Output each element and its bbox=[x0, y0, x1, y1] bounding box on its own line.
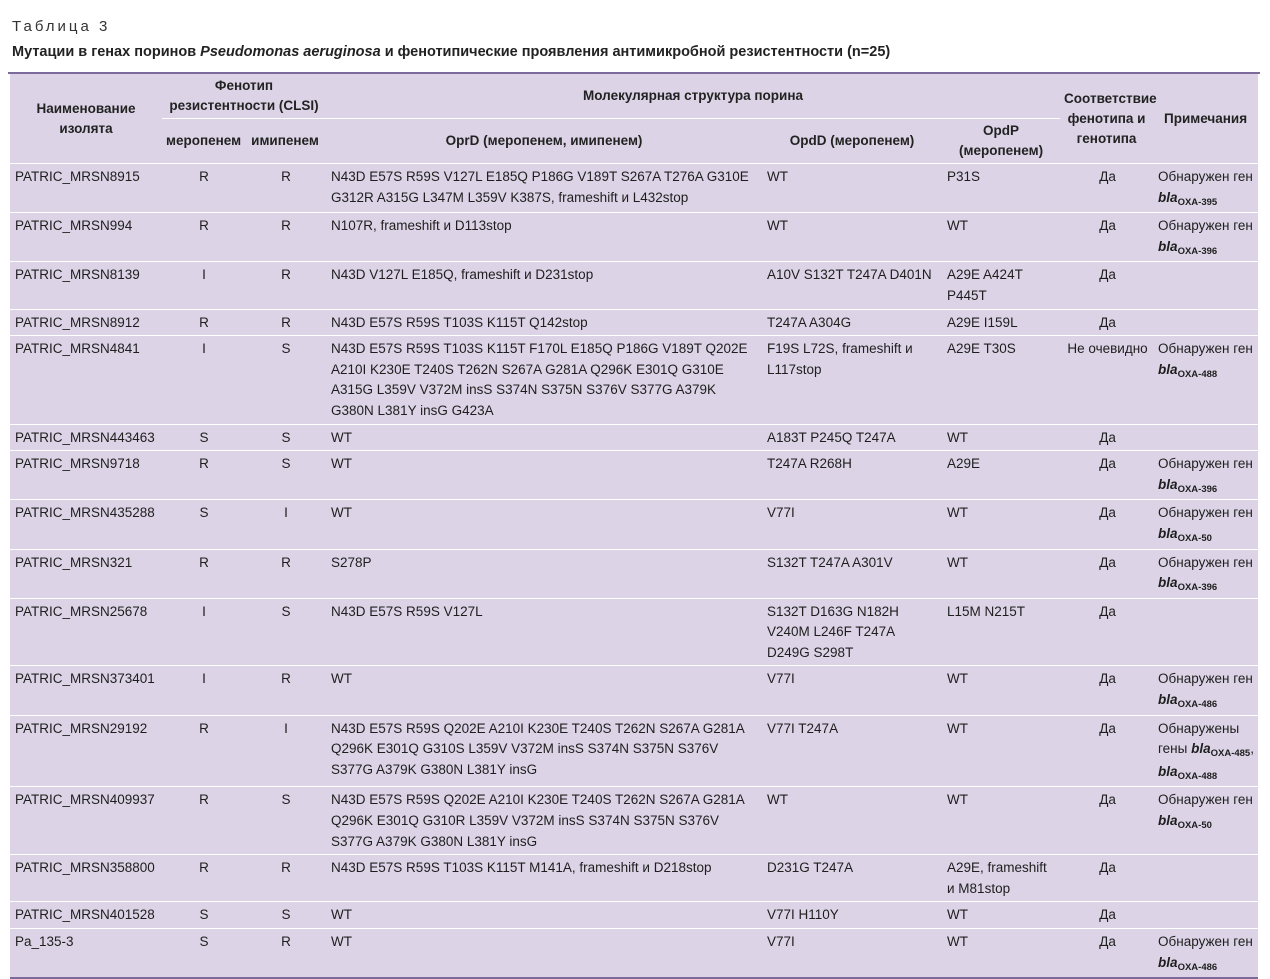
cell-notes bbox=[1153, 336, 1258, 424]
cell-isolate: PATRIC_MRSN373401 bbox=[10, 666, 162, 715]
cell-opdd: S132T D163G N182H V240M L246F T247A D249G S298T bbox=[762, 598, 942, 666]
cell-meropenem: I bbox=[162, 598, 244, 666]
table-row bbox=[10, 598, 1258, 666]
gene-variant: OXA-50 bbox=[1177, 532, 1212, 544]
table-row bbox=[10, 336, 1258, 424]
table-row bbox=[10, 787, 1258, 855]
cell-opdd: V77I H110Y bbox=[762, 902, 942, 929]
cell-oprd: S278P bbox=[326, 549, 762, 598]
cell-correspondence: Да bbox=[1060, 549, 1153, 598]
cell-correspondence: Да bbox=[1060, 855, 1153, 902]
cell-oprd: N43D E57S R59S T103S K115T F170L E185Q P186G V189T Q202E A210I K230E T240S T262N S267A G281A Q296K E301Q G310E A315G L359V V372M insS S374N S375N S376V S377G A379K G380N L381Y insG G423A bbox=[326, 336, 762, 424]
cell-opdp: WT bbox=[942, 549, 1060, 598]
gene-variant: OXA-396 bbox=[1177, 245, 1218, 257]
cell-isolate: PATRIC_MRSN321 bbox=[10, 549, 162, 598]
gene-variant: OXA-488 bbox=[1177, 770, 1218, 782]
gene-variant: OXA-50 bbox=[1177, 820, 1212, 832]
gene-name: bla bbox=[1158, 189, 1178, 205]
cell-opdd: A10V S132T T247A D401N bbox=[762, 262, 942, 309]
cell-opdd: D231G T247A bbox=[762, 855, 942, 902]
cell-opdp: WT bbox=[942, 902, 1060, 929]
cell-opdp: P31S bbox=[942, 164, 1060, 213]
cell-correspondence: Да bbox=[1060, 500, 1153, 549]
table-row bbox=[10, 500, 1258, 549]
cell-opdp: WT bbox=[942, 666, 1060, 715]
cell-notes bbox=[1153, 929, 1258, 979]
cell-imipenem: R bbox=[244, 164, 326, 213]
cell-imipenem: R bbox=[244, 666, 326, 715]
cell-correspondence: Да bbox=[1060, 451, 1153, 500]
cell-meropenem: I bbox=[162, 336, 244, 424]
cell-notes bbox=[1153, 164, 1258, 213]
cell-isolate: PATRIC_MRSN29192 bbox=[10, 715, 162, 787]
cell-opdd: V77I bbox=[762, 500, 942, 549]
cell-notes bbox=[1153, 598, 1258, 666]
cell-opdd: F19S L72S, frameshift и L117stop bbox=[762, 336, 942, 424]
cell-isolate: PATRIC_MRSN401528 bbox=[10, 902, 162, 929]
cell-notes bbox=[1153, 309, 1258, 336]
table-row bbox=[10, 262, 1258, 309]
header-oprd: OprD (меропенем, имипенем) bbox=[326, 119, 762, 164]
cell-opdd: WT bbox=[762, 213, 942, 262]
cell-imipenem: S bbox=[244, 451, 326, 500]
table-title bbox=[12, 44, 890, 60]
cell-opdp: WT bbox=[942, 213, 1060, 262]
note-text: Обнаружен ген bbox=[1158, 169, 1253, 184]
gene-variant: OXA-488 bbox=[1177, 368, 1218, 380]
cell-oprd: WT bbox=[326, 929, 762, 979]
cell-correspondence: Не очевидно bbox=[1060, 336, 1153, 424]
cell-isolate: PATRIC_MRSN358800 bbox=[10, 855, 162, 902]
table-row bbox=[10, 451, 1258, 500]
cell-oprd: N43D E57S R59S T103S K115T Q142stop bbox=[326, 309, 762, 336]
header-correspondence: Соответствие фенотипа и генотипа bbox=[1064, 90, 1157, 146]
cell-opdd: T247A R268H bbox=[762, 451, 942, 500]
cell-meropenem: I bbox=[162, 666, 244, 715]
cell-isolate: PATRIC_MRSN443463 bbox=[10, 424, 162, 451]
cell-correspondence: Да bbox=[1060, 424, 1153, 451]
gene-variant: OXA-485 bbox=[1210, 748, 1251, 760]
cell-opdp: A29E bbox=[942, 451, 1060, 500]
cell-oprd: N43D E57S R59S Q202E A210I K230E T240S T262N S267A G281A Q296K E301Q G310R L359V V372M insS S374N S375N S376V S377G A379K G380N L381Y insG bbox=[326, 787, 762, 855]
cell-oprd: WT bbox=[326, 666, 762, 715]
cell-correspondence: Да bbox=[1060, 309, 1153, 336]
cell-isolate: PATRIC_MRSN435288 bbox=[10, 500, 162, 549]
cell-imipenem: S bbox=[244, 424, 326, 451]
cell-oprd: WT bbox=[326, 902, 762, 929]
gene-name: bla bbox=[1158, 954, 1178, 970]
cell-imipenem: R bbox=[244, 309, 326, 336]
cell-notes bbox=[1153, 666, 1258, 715]
gene-variant: OXA-395 bbox=[1177, 196, 1218, 208]
cell-opdd: V77I bbox=[762, 929, 942, 979]
cell-notes bbox=[1153, 424, 1258, 451]
porin-mutations-table bbox=[10, 74, 1258, 979]
cell-opdd: T247A A304G bbox=[762, 309, 942, 336]
cell-meropenem: R bbox=[162, 787, 244, 855]
cell-notes bbox=[1153, 213, 1258, 262]
header-phenotype: Фенотип резистентности (CLSI) bbox=[169, 78, 319, 113]
cell-correspondence: Да bbox=[1060, 213, 1153, 262]
header-opdd: OpdD (меропенем) bbox=[762, 119, 942, 164]
cell-meropenem: R bbox=[162, 451, 244, 500]
gene-variant: OXA-396 bbox=[1177, 582, 1218, 594]
cell-meropenem: R bbox=[162, 213, 244, 262]
title-species: Pseudomonas aeruginosa bbox=[200, 44, 381, 60]
cell-opdp: WT bbox=[942, 787, 1060, 855]
cell-opdd: V77I T247A bbox=[762, 715, 942, 787]
note-text: Обнаружен ген bbox=[1158, 554, 1253, 570]
cell-correspondence: Да bbox=[1060, 666, 1153, 715]
cell-correspondence: Да bbox=[1060, 598, 1153, 666]
cell-isolate: PATRIC_MRSN9718 bbox=[10, 451, 162, 500]
cell-notes bbox=[1153, 549, 1258, 598]
note-text: Обнаружен ген bbox=[1158, 505, 1253, 521]
note-text: Обнаружен ген bbox=[1158, 341, 1253, 357]
cell-oprd: N43D E57S R59S V127L bbox=[326, 598, 762, 666]
cell-imipenem: S bbox=[244, 902, 326, 929]
gene-name: bla bbox=[1158, 813, 1178, 829]
header-structure: Молекулярная структура порина bbox=[583, 88, 804, 103]
table-row bbox=[10, 549, 1258, 598]
cell-imipenem: S bbox=[244, 336, 326, 424]
cell-opdp: L15M N215T bbox=[942, 598, 1060, 666]
cell-oprd: N43D E57S R59S T103S K115T M141A, frameshift и D218stop bbox=[326, 855, 762, 902]
header-imipenem: имипенем bbox=[244, 119, 326, 164]
table-row bbox=[10, 715, 1258, 787]
cell-opdp: A29E, frameshift и M81stop bbox=[942, 855, 1060, 902]
header-opdp: OpdP (меропенем) bbox=[942, 119, 1060, 164]
note-text: Обнаружен ген bbox=[1158, 671, 1253, 687]
table-row bbox=[10, 929, 1258, 979]
cell-imipenem: R bbox=[244, 213, 326, 262]
cell-correspondence: Да bbox=[1060, 262, 1153, 309]
cell-meropenem: R bbox=[162, 715, 244, 787]
cell-oprd: WT bbox=[326, 424, 762, 451]
cell-opdd: A183T P245Q T247A bbox=[762, 424, 942, 451]
cell-oprd: N43D E57S R59S V127L E185Q P186G V189T S267A T276A G310E G312R A315G L347M L359V K387S, frameshift и L432stop bbox=[326, 164, 762, 213]
cell-correspondence: Да bbox=[1060, 929, 1153, 979]
gene-name: bla bbox=[1158, 238, 1178, 254]
cell-isolate: PATRIC_MRSN8139 bbox=[10, 262, 162, 309]
cell-meropenem: S bbox=[162, 424, 244, 451]
cell-imipenem: S bbox=[244, 598, 326, 666]
cell-opdd: S132T T247A A301V bbox=[762, 549, 942, 598]
cell-notes: Обнаружены гены bla$_{OXA-485}$, bla$_{OXA-488}$ bbox=[1153, 715, 1258, 787]
cell-correspondence: Да bbox=[1060, 902, 1153, 929]
note-text: Обнаружен ген bbox=[1158, 218, 1253, 234]
cell-imipenem: I bbox=[244, 500, 326, 549]
cell-opdd: WT bbox=[762, 164, 942, 213]
cell-isolate: PATRIC_MRSN8912 bbox=[10, 309, 162, 336]
cell-notes bbox=[1153, 500, 1258, 549]
table-row bbox=[10, 309, 1258, 336]
cell-opdp: A29E T30S bbox=[942, 336, 1060, 424]
note-text: Обнаружены гены bbox=[1158, 720, 1240, 757]
cell-notes bbox=[1153, 855, 1258, 902]
gene-name: bla bbox=[1158, 361, 1178, 377]
gene-variant: OXA-486 bbox=[1177, 699, 1218, 711]
cell-opdd: V77I bbox=[762, 666, 942, 715]
gene-name: bla bbox=[1158, 692, 1178, 708]
cell-notes bbox=[1153, 451, 1258, 500]
cell-imipenem: R bbox=[244, 929, 326, 979]
cell-oprd: N43D V127L E185Q, frameshift и D231stop bbox=[326, 262, 762, 309]
cell-oprd: N43D E57S R59S Q202E A210I K230E T240S T262N S267A G281A Q296K E301Q G310S L359V V372M insS S374N S375N S376V S377G A379K G380N L381Y insG bbox=[326, 715, 762, 787]
note-text: Обнаружен ген bbox=[1158, 792, 1253, 808]
table-row bbox=[10, 902, 1258, 929]
cell-oprd: N107R, frameshift и D113stop bbox=[326, 213, 762, 262]
note-text: Обнаружен ген bbox=[1158, 934, 1253, 949]
cell-correspondence: Да bbox=[1060, 715, 1153, 787]
table-row bbox=[10, 666, 1258, 715]
cell-notes bbox=[1153, 787, 1258, 855]
gene-name: bla bbox=[1158, 525, 1178, 541]
cell-imipenem: R bbox=[244, 262, 326, 309]
cell-notes bbox=[1153, 902, 1258, 929]
cell-imipenem: I bbox=[244, 715, 326, 787]
gene-variant: OXA-396 bbox=[1177, 483, 1218, 495]
cell-meropenem: S bbox=[162, 929, 244, 979]
cell-meropenem: R bbox=[162, 164, 244, 213]
cell-isolate: Pa_135-3 bbox=[10, 929, 162, 979]
table-body bbox=[10, 164, 1258, 979]
gene-name: bla bbox=[1158, 763, 1178, 779]
cell-opdp: WT bbox=[942, 500, 1060, 549]
header-meropenem: меропенем bbox=[162, 119, 244, 164]
cell-opdp: WT bbox=[942, 715, 1060, 787]
cell-isolate: PATRIC_MRSN409937 bbox=[10, 787, 162, 855]
cell-oprd: WT bbox=[326, 451, 762, 500]
cell-meropenem: S bbox=[162, 902, 244, 929]
note-text: Обнаружен ген bbox=[1158, 456, 1253, 472]
table-row bbox=[10, 213, 1258, 262]
cell-imipenem: S bbox=[244, 787, 326, 855]
cell-meropenem: R bbox=[162, 855, 244, 902]
cell-correspondence: Да bbox=[1060, 787, 1153, 855]
cell-opdp: A29E A424T P445T bbox=[942, 262, 1060, 309]
cell-isolate: PATRIC_MRSN994 bbox=[10, 213, 162, 262]
table-label: Таблица 3 bbox=[12, 18, 111, 35]
table-row bbox=[10, 424, 1258, 451]
cell-isolate: PATRIC_MRSN8915 bbox=[10, 164, 162, 213]
cell-opdp: A29E I159L bbox=[942, 309, 1060, 336]
cell-opdp: WT bbox=[942, 929, 1060, 979]
cell-imipenem: R bbox=[244, 549, 326, 598]
header-notes: Примечания bbox=[1164, 110, 1248, 126]
cell-correspondence: Да bbox=[1060, 164, 1153, 213]
cell-opdp: WT bbox=[942, 424, 1060, 451]
cell-meropenem: R bbox=[162, 549, 244, 598]
gene-name: bla bbox=[1158, 476, 1178, 492]
cell-oprd: WT bbox=[326, 500, 762, 549]
table-row bbox=[10, 855, 1258, 902]
cell-meropenem: S bbox=[162, 500, 244, 549]
cell-isolate: PATRIC_MRSN4841 bbox=[10, 336, 162, 424]
cell-isolate: PATRIC_MRSN25678 bbox=[10, 598, 162, 666]
title-suffix: и фенотипические проявления антимикробной резистентности (n=25) bbox=[380, 44, 891, 60]
gene-name: bla bbox=[1158, 575, 1178, 591]
cell-opdd: WT bbox=[762, 787, 942, 855]
title-prefix: Мутации в генах поринов bbox=[12, 44, 201, 60]
cell-notes bbox=[1153, 262, 1258, 309]
cell-meropenem: R bbox=[162, 309, 244, 336]
table-row bbox=[10, 164, 1258, 213]
gene-variant: OXA-486 bbox=[1177, 961, 1218, 973]
cell-imipenem: R bbox=[244, 855, 326, 902]
cell-meropenem: I bbox=[162, 262, 244, 309]
gene-name: bla bbox=[1191, 741, 1211, 757]
header-isolate: Наименование изолята bbox=[36, 100, 136, 136]
